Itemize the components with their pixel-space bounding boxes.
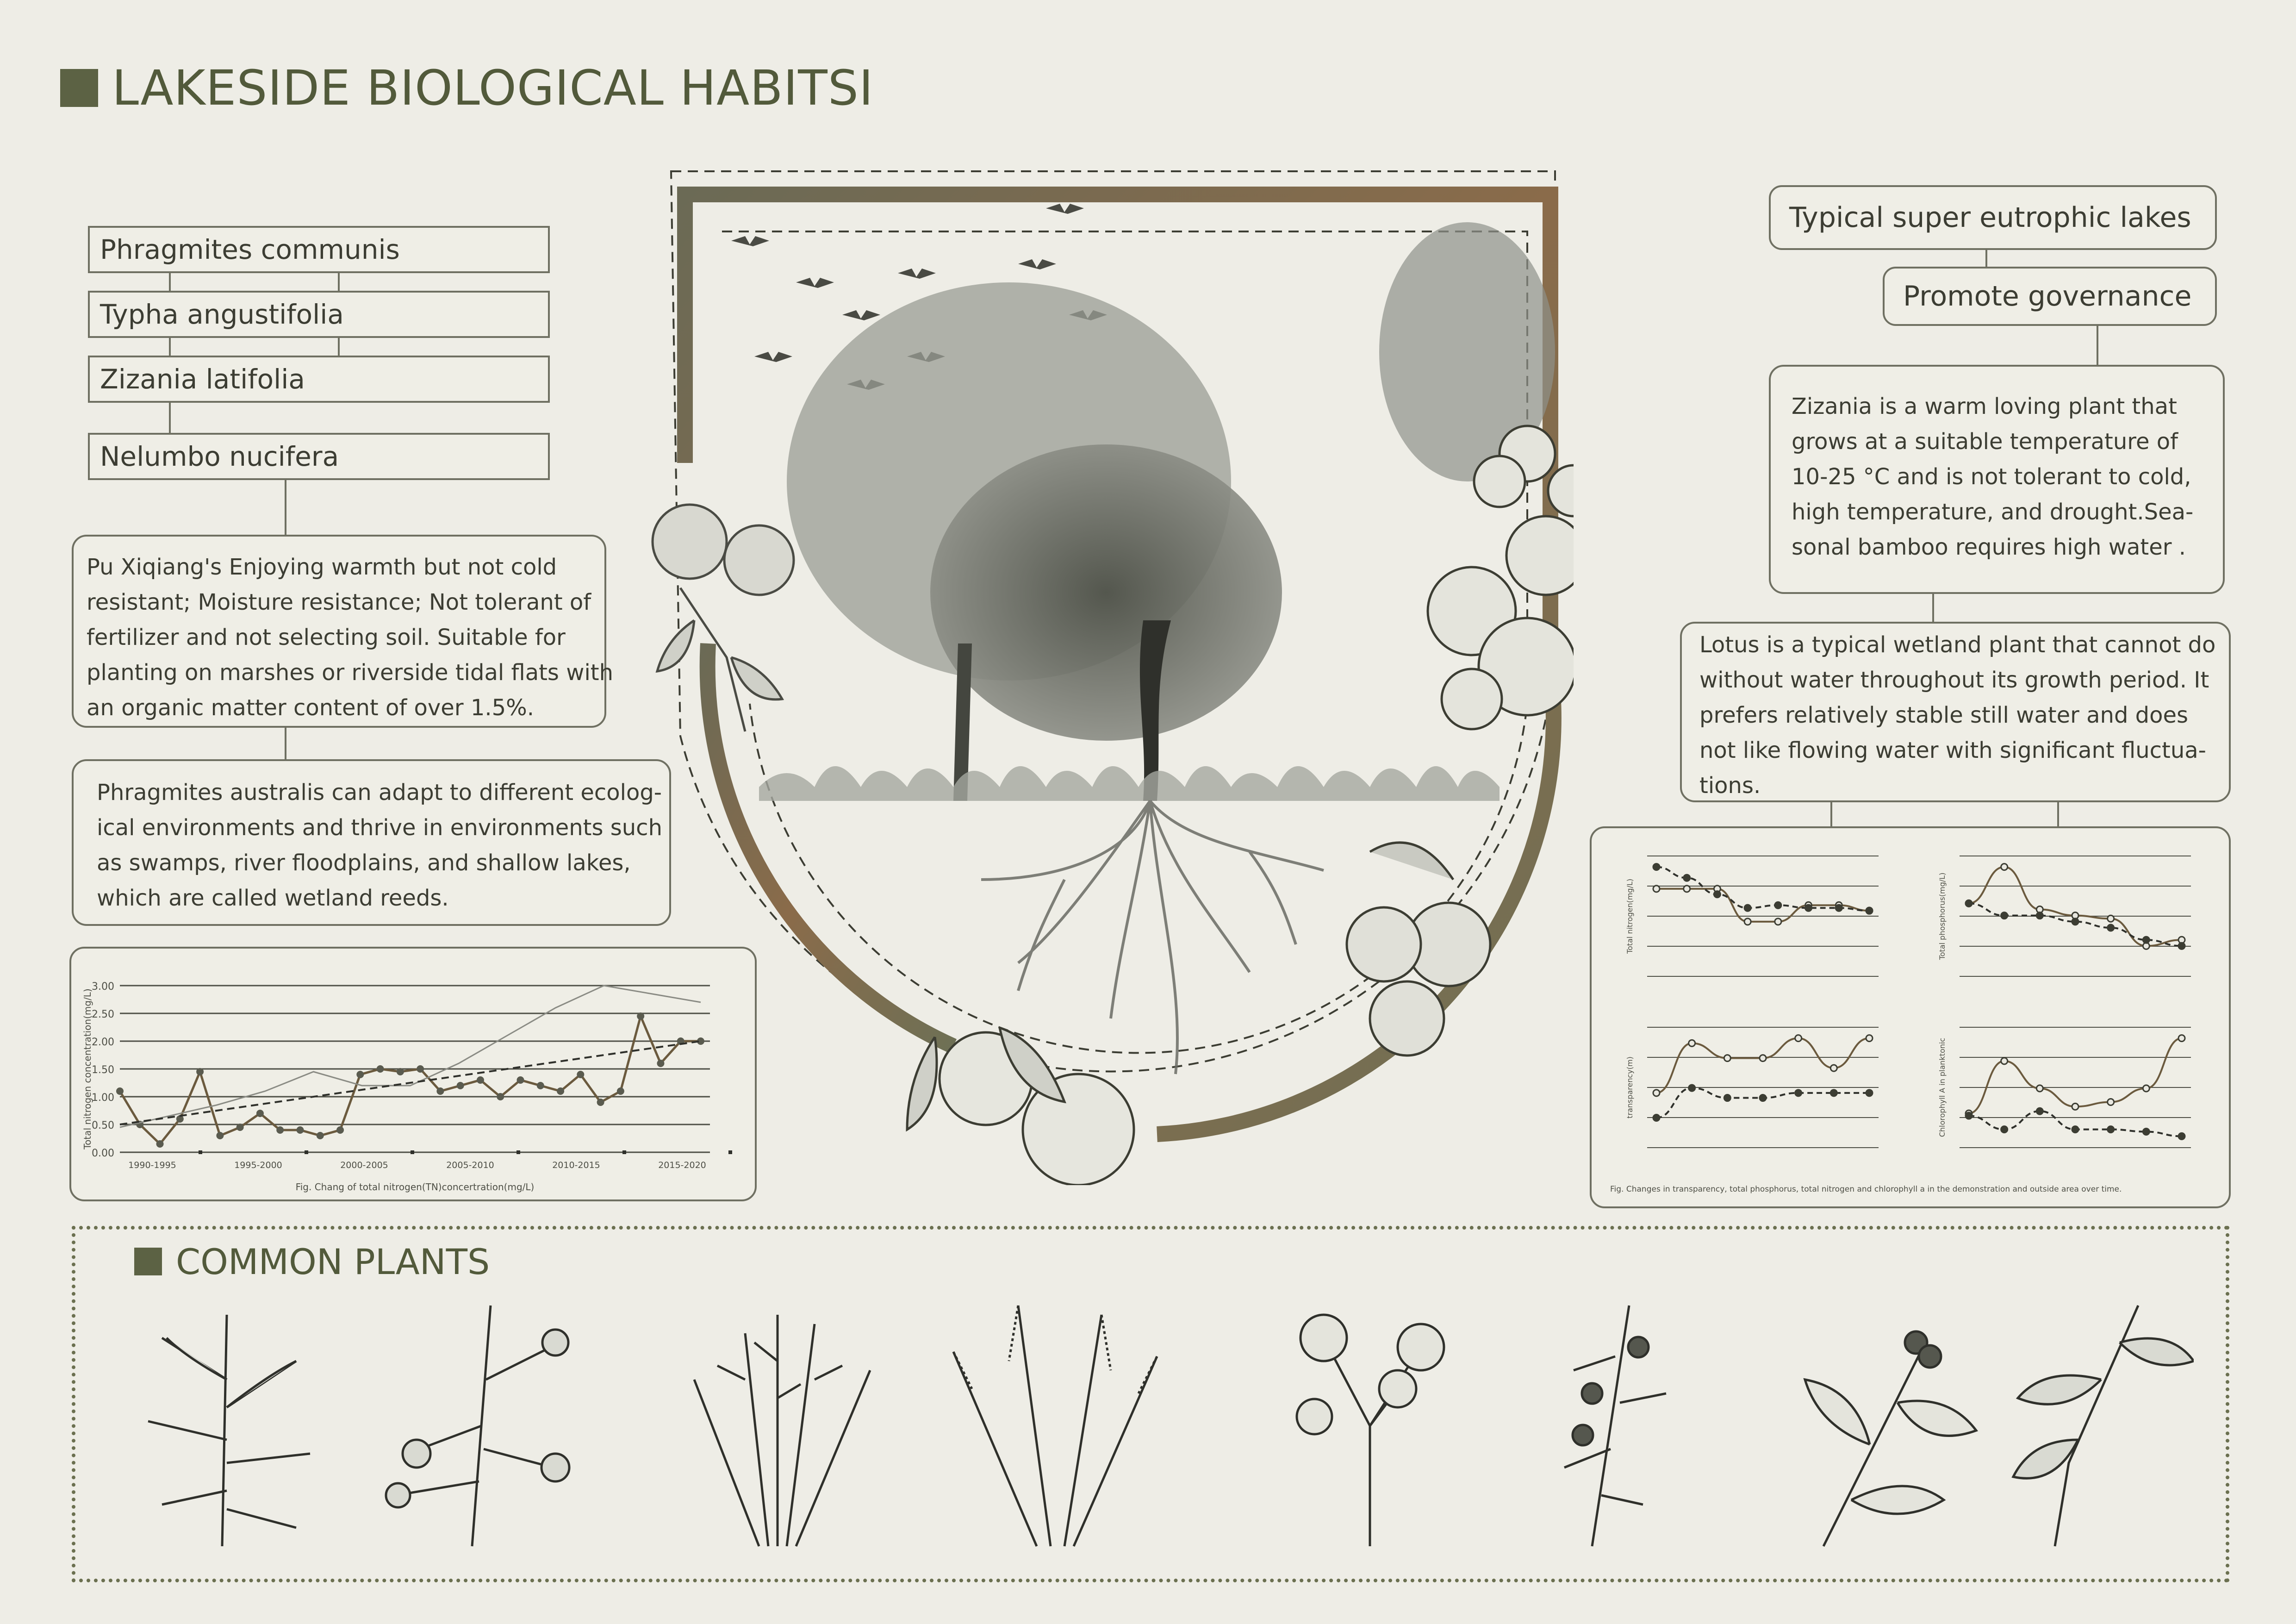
data-point — [1830, 1090, 1837, 1096]
x-tick-mark — [728, 1150, 732, 1154]
paragraph-line: Pu Xiqiang's Enjoying warmth but not cold — [87, 554, 557, 580]
series-line — [1656, 1038, 1869, 1093]
data-point — [276, 1126, 284, 1134]
data-point — [2143, 937, 2149, 943]
x-tick-label: 2010-2015 — [552, 1160, 600, 1170]
data-point — [1653, 886, 1660, 892]
page-title — [60, 60, 874, 116]
species-label: Nelumbo nucifera — [100, 441, 339, 472]
plant-sketch-7 — [1805, 1331, 1976, 1546]
y-axis-label: transparency(m) — [1625, 1056, 1634, 1118]
data-point — [1966, 1112, 1972, 1119]
x-tick-mark — [411, 1150, 414, 1154]
paragraph-line: not like flowing water with significant fluctua- — [1699, 737, 2206, 763]
data-point — [2001, 1058, 2008, 1064]
paragraph-line: fertilizer and not selecting soil. Suitable for — [87, 625, 566, 650]
right-paragraph-2 — [1680, 622, 2231, 802]
data-point — [1966, 900, 1972, 906]
x-tick-label: 1990-1995 — [128, 1160, 176, 1170]
common-plants-title-text: COMMON PLANTS — [176, 1241, 490, 1282]
paragraph-line: 10-25 °C and is not tolerant to cold, — [1792, 464, 2191, 490]
data-point — [296, 1126, 304, 1134]
data-point — [1866, 907, 1873, 914]
paragraph-line: high temperature, and drought.Sea- — [1792, 499, 2194, 525]
data-point — [2072, 918, 2078, 925]
y-axis-label: Total nitrogen concentration(mg/L) — [82, 988, 93, 1149]
data-point — [2108, 924, 2114, 931]
water-quality-charts-panel — [1590, 826, 2231, 1208]
x-tick-label: 2005-2010 — [446, 1160, 494, 1170]
title-text: LAKESIDE BIOLOGICAL HABITSI — [112, 60, 874, 116]
data-point — [1714, 891, 1720, 898]
data-point — [1795, 1035, 1802, 1042]
y-axis-label: Chlorophyll A in planktonic — [1938, 1037, 1947, 1137]
data-point — [2036, 1108, 2043, 1114]
data-point — [2072, 1126, 2078, 1133]
x-tick-label: 2000-2005 — [340, 1160, 388, 1170]
data-point — [577, 1071, 584, 1078]
data-point — [557, 1087, 564, 1095]
right-box-governance — [1883, 267, 2217, 326]
grass-band — [759, 766, 1500, 801]
plant-sketch-2 — [386, 1305, 569, 1546]
data-point — [1653, 864, 1660, 870]
data-point — [236, 1124, 244, 1131]
data-point — [1653, 1090, 1660, 1096]
common-plants-row — [111, 1287, 2194, 1565]
data-point — [2001, 864, 2008, 870]
paragraph-line: grows at a suitable temperature of — [1792, 429, 2178, 455]
x-tick-label: 2015-2020 — [658, 1160, 706, 1170]
data-point — [517, 1076, 524, 1084]
plant-sketch-6 — [1564, 1305, 1666, 1546]
data-point — [1689, 1040, 1695, 1046]
plant-sketch-8 — [2013, 1305, 2194, 1546]
y-tick-label: 1.50 — [92, 1064, 114, 1076]
y-axis-label: Total nitrogen(mg/L) — [1625, 879, 1634, 954]
species-label: Zizania latifolia — [100, 363, 305, 395]
data-point — [1866, 1035, 1873, 1042]
paragraph-line: without water throughout its growth period. It — [1699, 667, 2209, 693]
data-point — [2108, 1099, 2114, 1106]
pomegranate-illustration — [1347, 843, 1490, 1056]
data-point — [537, 1082, 544, 1089]
plant-sketch-4 — [953, 1305, 1157, 1546]
y-tick-label: 0.50 — [92, 1120, 114, 1131]
y-tick-label: 2.00 — [92, 1037, 114, 1048]
plant-sketch-1 — [148, 1315, 310, 1546]
data-point — [196, 1068, 204, 1075]
right-box-eutrophic — [1769, 185, 2217, 250]
data-point — [637, 1012, 644, 1020]
paragraph-line: Phragmites australis can adapt to different ecolog- — [97, 780, 662, 806]
data-point — [1760, 1055, 1766, 1062]
data-point — [2108, 915, 2114, 922]
data-point — [2001, 912, 2008, 919]
data-point — [1724, 1055, 1730, 1062]
series-line — [1969, 867, 2182, 946]
data-point — [1775, 918, 1781, 925]
data-point — [2178, 1035, 2185, 1042]
data-point — [1689, 1085, 1695, 1091]
x-tick-mark — [622, 1150, 626, 1154]
data-point — [1684, 874, 1690, 881]
left-paragraph-1 — [72, 535, 614, 728]
x-tick-mark — [305, 1150, 308, 1154]
paragraph-line: sonal bamboo requires high water . — [1792, 534, 2186, 560]
data-point — [617, 1087, 624, 1095]
paragraph-line: which are called wetland reeds. — [97, 885, 449, 911]
y-axis-label: Total phosphorus(mg/L) — [1938, 872, 1947, 960]
right-box-label: Typical super eutrophic lakes — [1789, 201, 2191, 234]
data-point — [1775, 902, 1781, 908]
data-point — [1653, 1115, 1660, 1121]
connector-line — [285, 480, 286, 535]
data-point — [2036, 1085, 2043, 1092]
y-tick-label: 3.00 — [92, 981, 114, 993]
plant-sketch-5 — [1297, 1315, 1444, 1546]
data-point — [497, 1093, 504, 1100]
connector-line — [338, 338, 340, 356]
connector-line — [2057, 802, 2059, 826]
y-tick-label: 0.00 — [92, 1148, 114, 1159]
data-point — [1795, 1090, 1802, 1096]
paragraph-line: tions. — [1699, 773, 1761, 799]
connector-line — [2097, 326, 2098, 365]
water-quality-charts — [1592, 828, 2229, 1206]
nitrogen-chart — [71, 949, 755, 1199]
data-point — [256, 1110, 264, 1117]
data-point — [1760, 1095, 1766, 1101]
data-point — [1684, 886, 1690, 892]
data-point — [597, 1099, 604, 1106]
data-point — [116, 1087, 124, 1095]
right-paragraph-1 — [1769, 365, 2225, 594]
plant-sketch-3 — [694, 1315, 870, 1546]
connector-line — [1932, 594, 1934, 622]
data-point — [317, 1132, 324, 1139]
data-point — [356, 1071, 364, 1078]
data-point — [2143, 1129, 2149, 1135]
paragraph-line: resistant; Moisture resistance; Not tolerant of — [87, 589, 591, 615]
series-line — [120, 986, 701, 1127]
connector-line — [285, 728, 286, 759]
x-tick-mark — [199, 1150, 202, 1154]
data-point — [2001, 1126, 2008, 1133]
data-point — [2072, 1103, 2078, 1110]
species-box-zizania — [88, 356, 550, 403]
data-point — [1830, 1065, 1837, 1071]
species-box-phragmites — [88, 226, 550, 273]
paragraph-line: prefers relatively stable still water and does — [1699, 702, 2189, 728]
series-line — [120, 1041, 701, 1124]
tree-roots — [981, 801, 1324, 1074]
paragraph-line: planting on marshes or riverside tidal flats with — [87, 660, 614, 686]
chart-caption: Fig. Changes in transparency, total phosphorus, total nitrogen and chlorophyll a in the demonstration and outside area over time. — [1610, 1185, 2122, 1194]
data-point — [397, 1068, 404, 1075]
data-point — [436, 1087, 444, 1095]
chart-caption: Fig. Chang of total nitrogen(TN)concertration(mg/L) — [295, 1181, 535, 1193]
data-point — [457, 1082, 464, 1089]
connector-line — [1830, 802, 1832, 826]
data-point — [2178, 943, 2185, 949]
data-point — [2036, 912, 2043, 919]
paragraph-line: Lotus is a typical wetland plant that cannot do — [1699, 632, 2216, 658]
x-tick-mark — [516, 1150, 520, 1154]
data-point — [1744, 918, 1751, 925]
common-plants-title — [134, 1241, 490, 1282]
connector-line — [169, 338, 171, 356]
data-point — [417, 1065, 424, 1073]
right-box-label: Promote governance — [1903, 280, 2192, 312]
data-point — [2143, 1085, 2149, 1092]
paragraph-line: ical environments and thrive in environments such — [97, 815, 662, 841]
paragraph-line: an organic matter content of over 1.5%. — [87, 695, 535, 721]
connector-line — [169, 403, 171, 433]
connector-line — [338, 273, 340, 291]
data-point — [1724, 1095, 1730, 1101]
data-point — [377, 1065, 384, 1073]
data-point — [657, 1060, 664, 1067]
data-point — [1866, 1090, 1873, 1096]
connector-line — [169, 273, 171, 291]
species-label: Typha angustifolia — [100, 299, 344, 330]
left-paragraph-2 — [72, 759, 671, 926]
data-point — [216, 1132, 224, 1139]
data-point — [2178, 1133, 2185, 1139]
data-point — [477, 1076, 484, 1084]
connector-line — [1985, 250, 1987, 267]
data-point — [336, 1126, 344, 1134]
tree-canopy-front — [930, 444, 1282, 741]
x-tick-label: 1995-2000 — [234, 1160, 282, 1170]
nitrogen-chart-panel — [69, 947, 757, 1201]
data-point — [156, 1140, 164, 1148]
data-point — [1744, 905, 1751, 911]
flower-left-illustration — [653, 505, 794, 731]
species-label: Phragmites communis — [100, 234, 400, 265]
species-box-typha — [88, 291, 550, 338]
data-point — [1836, 905, 1842, 911]
section-square-icon — [134, 1248, 162, 1275]
series-line — [1969, 1038, 2182, 1114]
title-square-icon — [60, 69, 98, 107]
data-point — [2108, 1126, 2114, 1133]
y-tick-label: 1.00 — [92, 1092, 114, 1104]
species-box-nelumbo — [88, 433, 550, 480]
paragraph-line: as swamps, river floodplains, and shallow lakes, — [97, 850, 631, 876]
paragraph-line: Zizania is a warm loving plant that — [1792, 394, 2177, 419]
y-tick-label: 2.50 — [92, 1009, 114, 1020]
data-point — [1805, 905, 1812, 911]
